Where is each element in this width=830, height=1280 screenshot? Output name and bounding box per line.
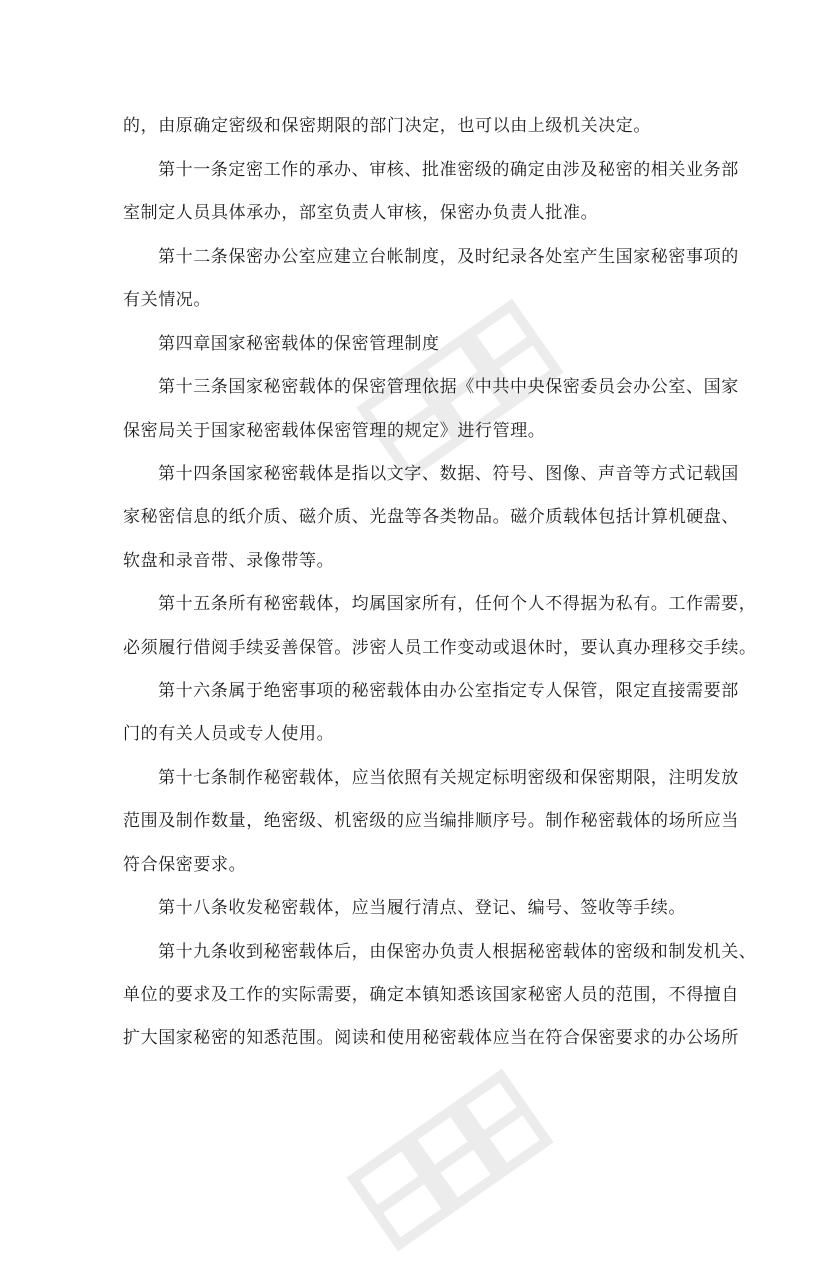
text-line: 符合保密要求。 <box>123 855 247 875</box>
text-line: 的，由原确定密级和保密期限的部门决定，也可以由上级机关决定。 <box>123 116 651 136</box>
article-19-line: 第十九条收到秘密载体后，由保密办负责人根据秘密载体的密级和制发机关、 <box>158 942 757 962</box>
text-line: 必须履行借阅手续妥善保管。涉密人员工作变动或退休时，要认真办理移交手续。 <box>123 638 757 658</box>
article-13-line: 第十三条国家秘密载体的保密管理依据《中共中央保密委员会办公室、国家 <box>158 377 739 397</box>
article-14-line: 第十四条国家秘密载体是指以文字、数据、符号、图像、声音等方式记载国 <box>158 464 739 484</box>
article-16-line: 第十六条属于绝密事项的秘密载体由办公室指定专人保管，限定直接需要部 <box>158 681 739 701</box>
article-17-line: 第十七条制作秘密载体，应当依照有关规定标明密级和保密期限，注明发放 <box>158 768 739 788</box>
text-line: 软盘和录音带、录像带等。 <box>123 551 335 571</box>
text-line: 家秘密信息的纸介质、磁介质、光盘等各类物品。磁介质载体包括计算机硬盘、 <box>123 507 739 527</box>
chapter-4-heading: 第四章国家秘密载体的保密管理制度 <box>158 334 440 354</box>
article-18-line: 第十八条收发秘密载体，应当履行清点、登记、编号、签收等手续。 <box>158 898 686 918</box>
article-11-line: 第十一条定密工作的承办、审核、批准密级的确定由涉及秘密的相关业务部 <box>158 160 739 180</box>
watermark-logo <box>330 1040 570 1280</box>
text-line: 保密局关于国家秘密载体保密管理的规定》进行管理。 <box>123 421 546 441</box>
text-line: 单位的要求及工作的实际需要，确定本镇知悉该国家秘密人员的范围，不得擅自 <box>123 985 739 1005</box>
text-line: 范围及制作数量，绝密级、机密级的应当编排顺序号。制作秘密载体的场所应当 <box>123 811 739 831</box>
article-15-line: 第十五条所有秘密载体，均属国家所有，任何个人不得据为私有。工作需要， <box>158 594 757 614</box>
text-line: 室制定人员具体承办，部室负责人审核，保密办负责人批准。 <box>123 203 599 223</box>
text-line: 门的有关人员或专人使用。 <box>123 724 335 744</box>
text-line: 有关情况。 <box>123 290 211 310</box>
text-line: 扩大国家秘密的知悉范围。阅读和使用秘密载体应当在符合保密要求的办公场所 <box>123 1028 739 1048</box>
article-12-line: 第十二条保密办公室应建立台帐制度，及时纪录各处室产生国家秘密事项的 <box>158 247 739 267</box>
